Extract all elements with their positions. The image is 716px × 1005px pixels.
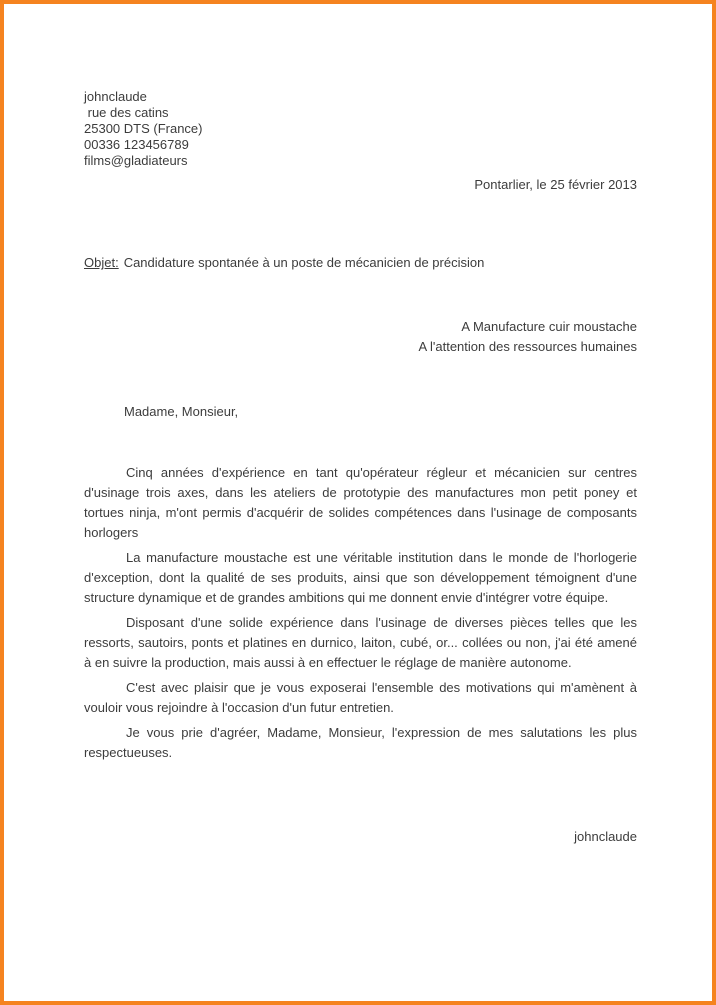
sender-street: rue des catins [84,105,169,120]
date-line: Pontarlier, le 25 février 2013 [474,177,637,192]
salutation: Madame, Monsieur, [124,404,239,419]
subject-text: Candidature spontanée à un poste de mécanicien de précision [123,255,485,270]
sender-phone: 00336 123456789 [84,137,189,152]
signature: johnclaude [574,829,637,844]
paragraph-closing: Je vous prie d'agréer, Madame, Monsieur, l'expression de mes salutations les plus respectueuses. [84,725,637,760]
paragraph-company: La manufacture moustache est une véritable institution dans le monde de l'horlogerie d'exception, dont la qualité de ses produits, ainsi que son développement témoignent d'une structure dynamique et de grandes ambitions qui me donnent envie d'intégrer votre équipe. [84,550,637,605]
recipient-attention: A l'attention des ressources humaines [418,339,637,354]
paragraph-experience: Cinq années d'expérience en tant qu'opérateur régleur et mécanicien sur centres d'usinage trois axes, dans les ateliers de prototypie des manufactures mon petit poney et tortues ninja, m'ont permis d'acquérir de solides compétences dans l'usinage de composants horlogers [84,465,637,540]
sender-name: johnclaude [84,89,147,104]
sender-block [84,89,637,169]
recipient-company: A Manufacture cuir moustache [461,319,637,334]
letter-body [84,463,637,763]
letter-content [4,89,712,847]
sender-email: films@gladiateurs [84,153,188,168]
subject-label: Objet: [84,255,119,270]
paragraph-motivation: C'est avec plaisir que je vous exposerai l'ensemble des motivations qui m'amènent à vouloir vous rejoindre à l'occasion d'un futur entretien. [84,680,637,715]
sender-city: 25300 DTS (France) [84,121,203,136]
paragraph-skills: Disposant d'une solide expérience dans l'usinage de diverses pièces telles que les ressorts, sautoirs, ponts et platines en durnico, laiton, cubé, or... collées ou non, j'ai été amené à en suivre la production, mais aussi à en effectuer le réglage de manière autonome. [84,615,637,670]
recipient-block [84,317,637,357]
subject-line [84,253,637,273]
